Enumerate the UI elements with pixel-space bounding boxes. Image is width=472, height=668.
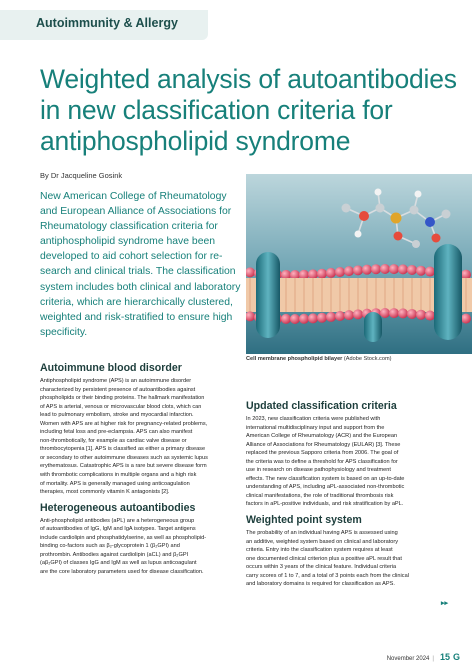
right-column xyxy=(246,400,442,594)
section-body xyxy=(40,377,234,497)
membrane-illustration-svg xyxy=(246,174,472,354)
body-line: replaced the previous Sapporo criteria from 2006. The goal of xyxy=(246,450,399,457)
body-line: American College of Rheumatology (ACR) and the European xyxy=(246,433,398,440)
title-line: antiphospholipid syndrome xyxy=(40,126,351,156)
body-line: prothrombin. Antibodies against cardiolipin (aCL) and β₂GPI xyxy=(40,551,189,558)
lipid-head xyxy=(353,309,363,319)
body-line: lead to pulmonary embolism, stroke and myocardial infarction. xyxy=(40,412,194,419)
body-line: with thrombotic complications in multiple organs and a high risk xyxy=(40,472,197,479)
body-line: characterized by persistent presence of autoantibodies against xyxy=(40,386,196,393)
lipid-head xyxy=(344,310,354,320)
section-heading: Heterogeneous autoantibodies xyxy=(40,501,196,514)
membrane-illustration xyxy=(246,174,472,354)
lead-line: New American College of Rheumatology xyxy=(40,191,227,202)
body-line: international multidisciplinary input and support from the xyxy=(246,424,385,431)
lipid-head xyxy=(317,313,327,323)
body-line: thrombocytopenia [1]. APS is classified as either a primary disease xyxy=(40,446,206,453)
lead-paragraph xyxy=(40,189,241,340)
lipid-head xyxy=(398,308,408,318)
lipid-head xyxy=(389,308,399,318)
lead-line: Rheumatology classification criteria for xyxy=(40,221,218,233)
body-line: effects. The new classification system is based on an up-to-date xyxy=(246,475,405,482)
body-line: one documented clinical criterion plus a positive aPL result that xyxy=(246,555,402,562)
lipid-head xyxy=(380,264,390,274)
lipid-head xyxy=(317,269,327,279)
lipid-head xyxy=(371,264,381,274)
body-line: are the core laboratory parameters used for disease classification. xyxy=(40,568,204,575)
lead-line: criteria, which are hierarchically clustered, xyxy=(40,296,233,308)
section-body xyxy=(246,529,442,589)
body-line: In 2023, new classification criteria were published with xyxy=(246,416,381,422)
section-heading: Updated classification criteria xyxy=(246,400,397,412)
lipid-head xyxy=(461,314,471,324)
body-line: Anti-phospholipid antibodies (aPL) are a heterogeneous group xyxy=(40,517,195,524)
body-line: of mortality. APS is generally managed using anticoagulation xyxy=(40,480,190,487)
article-title xyxy=(40,64,460,157)
issue-date: November 2024 xyxy=(386,656,430,662)
lipid-head xyxy=(308,313,318,323)
lipid-head xyxy=(344,266,354,276)
body-line: and laboratory domains is required for classification as APS. xyxy=(246,581,395,588)
body-line: the criteria was to define a threshold for APS classification for xyxy=(246,458,398,465)
body-line: understanding of APS, including aPL-associated non-thrombotic xyxy=(246,484,405,491)
body-line: Antiphospholipid syndrome (APS) is an autoimmune disorder xyxy=(40,378,192,384)
lipid-head xyxy=(425,267,435,277)
body-line: phospholipids or their binding proteins. The hallmark manifestation xyxy=(40,395,205,402)
lead-line: specificity. xyxy=(40,326,88,338)
continue-arrow-icon: ▸▸ xyxy=(441,600,449,607)
lead-line: system includes both clinical and laboratory xyxy=(40,281,241,293)
lipid-head xyxy=(326,312,336,322)
lead-line: search and clinical trials. The classification xyxy=(40,266,236,278)
footer-divider: | xyxy=(432,656,434,662)
body-line: Women with APS are at higher risk for pregnancy-related problems, xyxy=(40,420,208,427)
lead-line: weighted and risk-stratified to ensure high xyxy=(40,311,233,323)
body-line: include cardiolipin and phosphatidylserine, as well as phospholipid- xyxy=(40,534,207,541)
lead-line: developed to aid cohort selection for re- xyxy=(40,251,223,263)
body-line: criteria. Entry into the classification system requires at least xyxy=(246,547,393,554)
body-line: or secondary to other autoimmune diseases such as systemic lupus xyxy=(40,454,208,461)
body-line: clinical manifestations, the role of traditional thrombosis risk xyxy=(246,492,394,499)
lipid-head xyxy=(335,267,345,277)
left-column xyxy=(40,362,234,581)
lipid-head xyxy=(416,310,426,320)
membrane-protein xyxy=(256,252,280,338)
lead-line: and European Alliance of Associations for xyxy=(40,206,232,218)
title-line: Weighted analysis of autoantibodies xyxy=(40,64,457,94)
section-heading: Weighted point system xyxy=(246,514,362,527)
membrane-protein xyxy=(434,244,462,340)
byline: By Dr Jacqueline Gosink xyxy=(40,171,123,180)
membrane-protein xyxy=(364,312,382,342)
lipid-head xyxy=(308,269,318,279)
page-number: 15 xyxy=(439,652,450,662)
body-line: of APS is arterial, venous or microvascular blood clots, which can xyxy=(40,403,202,410)
lipid-head xyxy=(281,314,291,324)
body-line: Alliance of Associations for Rheumatology (EULAR) [3]. These xyxy=(246,441,401,448)
body-line: an additive, weighted system based on clinical and laboratory xyxy=(246,538,399,545)
lipid-head xyxy=(326,268,336,278)
lead-line: antiphospholipid syndrome have been xyxy=(40,236,216,248)
body-line: carry scores of 1 to 7, and a total of 3 points each from the clinical xyxy=(246,572,409,579)
section-heading: Autoimmune blood disorder xyxy=(40,362,182,374)
body-line: The probability of an individual having APS is assessed using xyxy=(246,530,398,537)
body-line: binding co-factors such as β₂-glycoprotein 1 (β₂GPI) and xyxy=(40,543,180,550)
body-line: factors in aPL-positive individuals, and risk stratification by aPL. xyxy=(246,501,404,508)
lipid-head xyxy=(389,264,399,274)
body-line: (aβ₂GPI) of classes IgG and IgM as well as lupus anticoagulant xyxy=(40,560,197,567)
lipid-head xyxy=(290,314,300,324)
body-line: therapies, most commonly vitamin K antagonists [2]. xyxy=(40,489,170,496)
figure-caption xyxy=(246,356,392,362)
section-tab xyxy=(28,10,208,40)
caption-credit: (Adobe Stock.com) xyxy=(343,356,392,362)
body-line: erythematosus. Catastrophic APS is a rare but severe disease form xyxy=(40,463,207,470)
section-tab-label: Autoimmunity & Allergy xyxy=(36,16,178,30)
section-body xyxy=(246,415,442,509)
body-line: non-thrombotically, for example as cardiac valve disease or xyxy=(40,437,187,444)
lipid-head xyxy=(407,309,417,319)
page-footer xyxy=(387,652,460,662)
lipid-head xyxy=(299,314,309,324)
lipid-head xyxy=(407,265,417,275)
brand-logo-icon: G xyxy=(452,652,460,662)
body-line: use in research on disease pathophysiology and treatment xyxy=(246,467,391,474)
lipid-head xyxy=(362,265,372,275)
lipid-head xyxy=(425,311,435,321)
lipid-head xyxy=(416,266,426,276)
section-body xyxy=(40,517,234,577)
caption-text: Cell membrane phospholipid bilayer xyxy=(246,356,343,362)
title-line: in new classification criteria for xyxy=(40,95,393,125)
lipid-head xyxy=(335,311,345,321)
lipid-head xyxy=(353,265,363,275)
body-line: occurs within 3 years of the clinical feature. Individual criteria xyxy=(246,564,397,571)
lipid-head xyxy=(380,308,390,318)
body-line: of autoantibodies of IgG, IgM and IgA isotypes. Target antigens xyxy=(40,526,196,533)
body-line: including fetal loss and pre-eclampsia. APS can also manifest xyxy=(40,429,193,436)
lipid-head xyxy=(398,264,408,274)
